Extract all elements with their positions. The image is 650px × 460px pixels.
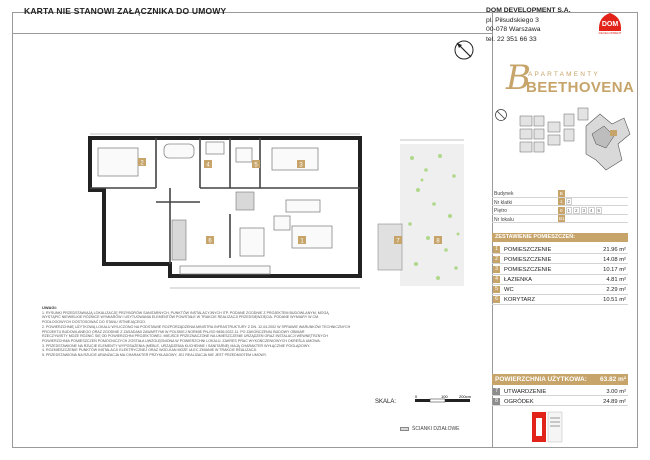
room-number: 6: [493, 296, 500, 303]
note-line: PROJEKTU BUDOWLANEGO ORAZ ZGODNIE Z ZASADAMI ZAWARTYMI W POLSKIEJ NORMIE PN-ISO 9836:2022-11. PO ZAKOŃCZENIU BUDOWY OBMIAR: [42, 329, 305, 334]
room-name: POMIESZCZENIE: [504, 246, 552, 253]
scale-mark-0: 0: [415, 394, 418, 399]
room-name: KORYTARZ: [504, 297, 536, 304]
room-area: 14.08 m²: [603, 256, 626, 263]
room-row: [492, 254, 628, 264]
room-name: ŁAZIENKA: [504, 277, 533, 284]
scale-mark-100: 100: [441, 394, 448, 399]
company-name: DOM DEVELOPMENT S.A.: [486, 7, 571, 14]
room-row: [492, 295, 628, 305]
floor-plan: [60, 128, 480, 308]
room-area: 10.51 m²: [603, 297, 626, 304]
usable-area-label: POWIERZCHNIA UŻYTKOWA:: [495, 376, 587, 383]
room-number: 2: [493, 256, 500, 263]
partition-legend: [400, 426, 460, 432]
room-area: 10.17 m²: [603, 266, 626, 273]
company-city: 00-078 Warszawa: [486, 26, 541, 34]
meta-value-box: 0: [559, 207, 563, 213]
note-line: WYSTĄPIĆ NIEWIELKIE RÓŻNICE WYMIARÓW I USYTUOWANIA ELEMENTÓW POWSTAŁE W TRAKCIE REALIZACJI PRZEDSIĘWZIĘCIA. PODANE WYMIARY W CM.: [42, 315, 320, 320]
room-label-3: 3: [299, 162, 303, 169]
room-area: 3.00 m²: [606, 388, 626, 395]
scale-mark-200: 200cm: [459, 394, 472, 399]
room-name: OGRÓDEK: [504, 398, 534, 405]
brand-sub: APARTAMENTY: [528, 71, 600, 78]
note-line: 4. ROZMIESZCZENIE PUNKTÓW INSTALACJI ELEKTRYCZNEJ ORAZ WOD-KAN MOŻE ULEC ZMIANIE W TRAKCIE REALIZACJI.: [42, 348, 258, 353]
scale-label: SKALA:: [375, 399, 397, 405]
page-title: KARTA NIE STANOWI ZAŁĄCZNIKA DO UMOWY: [24, 6, 227, 16]
room-row: [492, 396, 628, 406]
meta-row: [492, 206, 628, 215]
notes-heading: UWAGI:: [42, 305, 57, 310]
note-line: 5. PRZEDSTAWIONA NA RZUCIE ARANŻACJA MA CHARAKTER PRZYKŁADOWY, JEJ REALIZACJA NIE JEST PRZEDMIOTEM UMOWY.: [42, 353, 267, 358]
brand-main: BEETHOVENA: [526, 79, 635, 96]
meta-row: [492, 215, 628, 224]
room-number: 1: [493, 246, 500, 253]
note-line: 2. POWIERZCHNIĘ UŻYTKOWĄ LOKALU WYLICZONO NA PODSTAWIE ROZPORZĄDZENIA MINISTRA INFRASTRUKTURY Z DN. 12.04.2002 W SPRAWIE WARUNKÓW TECHNICZNYCH: [42, 324, 351, 329]
company-info: [486, 6, 571, 44]
dom-logo-text: DOM: [601, 21, 619, 28]
room-name: POMIESZCZENIE: [504, 256, 552, 263]
room-name: POMIESZCZENIE: [504, 266, 552, 273]
usable-area: [492, 374, 628, 385]
meta-value-box: 2: [574, 207, 578, 213]
note-line: PODŁOGOWYCH DOSTOSOWAĆ DO STANU ISTNIEJĄCEGO.: [42, 320, 146, 325]
room-row: [492, 264, 628, 274]
scale-graphic: [415, 393, 475, 407]
brand-logo: [506, 58, 635, 102]
note-line: RZECZYWISTY MOŻE RÓŻNIĆ SIĘ OD POWIERZCHNI PROJEKTOWEJ. MIEJSCE PRZEZNACZONE NA UMIESZCZENIE URZĄDZEŃ ORAZ INSTALACJI WEWNĘTRZNYCH: [42, 334, 328, 339]
building-location-map: [506, 104, 634, 180]
scale-bar: [375, 393, 475, 407]
room-area: 2.29 m²: [606, 287, 626, 294]
room-area: 4.81 m²: [606, 277, 626, 284]
room-label-6: 6: [208, 238, 212, 245]
extras-table: [492, 386, 628, 406]
apartment-meta-table: [492, 189, 628, 223]
company-phone: tel. 22 351 66 33: [486, 35, 537, 43]
room-label-4: 4: [206, 162, 210, 169]
meta-label: Nr lokalu: [494, 216, 514, 223]
room-area: 21.96 m²: [603, 246, 626, 253]
partition-swatch: [400, 427, 409, 431]
meta-label: Budynek: [494, 191, 514, 197]
meta-label: Nr klatki: [494, 199, 513, 206]
room-row: [492, 386, 628, 396]
meta-label: Piętro: [494, 208, 508, 214]
meta-value-box: 2: [567, 199, 570, 204]
room-label-1: 1: [300, 238, 304, 245]
rooms-table: [492, 244, 628, 305]
meta-row: [492, 189, 628, 198]
partition-label: ŚCIANKI DZIAŁOWE: [412, 426, 460, 432]
room-number: 5: [493, 286, 500, 293]
room-name: WC: [504, 287, 514, 294]
notes-block: [42, 306, 372, 358]
note-line: 3. PRZEDSTAWIONE NA RZUCIE ELEMENTY WYPOSAŻENIA (MEBLE, URZĄDZENIA KUCHENNE I SANITARNE) MAJĄ CHARAKTER WYŁĄCZNIE POGLĄDOWY.: [42, 343, 311, 348]
room-name: UTWARDZENIE: [504, 388, 547, 395]
dom-development-logo: [593, 9, 627, 37]
note-line: POWIERZCHNIA POMIESZCZEŃ POMOCNICZYCH ZOSTAŁA UWZGLĘDNIONA W POWIERZCHNI LOKALU. ZAKRES PRAC WYKOŃCZENIOWYCH OKREŚLA UMOWA.: [42, 338, 321, 343]
north-arrow-icon: [452, 38, 476, 62]
room-label-8: 8: [436, 238, 440, 245]
meta-value-box: 3: [582, 207, 585, 213]
meta-value-box: 5: [597, 207, 600, 213]
meta-value-box: 1: [567, 207, 570, 213]
room-row: [492, 285, 628, 295]
room-row: [492, 244, 628, 254]
room-number: 4: [493, 276, 500, 283]
meta-value-box: 4: [589, 207, 593, 213]
room-number: 8: [493, 398, 500, 405]
room-row: [492, 275, 628, 285]
room-number: 3: [493, 266, 500, 273]
meta-row: [492, 198, 628, 207]
usable-area-value: 63.82 m²: [599, 376, 626, 383]
room-number: 7: [493, 388, 500, 395]
brand-letter: B: [506, 58, 531, 98]
meta-value-box: B: [559, 190, 563, 196]
company-street: pl. Piłsudskiego 3: [486, 16, 539, 24]
room-label-7: 7: [396, 238, 400, 245]
award-badge: [530, 410, 590, 444]
dom-logo-sub: DEVELOPMENT: [598, 31, 622, 35]
meta-value-box: 1: [559, 199, 563, 204]
meta-value-box: B1: [559, 216, 565, 221]
room-label-5: 5: [254, 162, 258, 169]
room-label-2: 2: [140, 160, 144, 167]
note-line: 1. RYSUNKI PRZEDSTAWIAJĄ LOKALIZACJĘ PRZYBORÓW SANITARNYCH, PUNKTÓW INSTALACYJNYCH ITP. PODANE ZGODNIE Z PROJEKTEM BUDOWLANYM, MOGĄ: [42, 310, 329, 315]
rooms-table-header: ZESTAWIENIE POMIESZCZEŃ:: [492, 233, 628, 242]
room-area: 24.89 m²: [603, 398, 626, 405]
header-divider: [13, 33, 492, 34]
